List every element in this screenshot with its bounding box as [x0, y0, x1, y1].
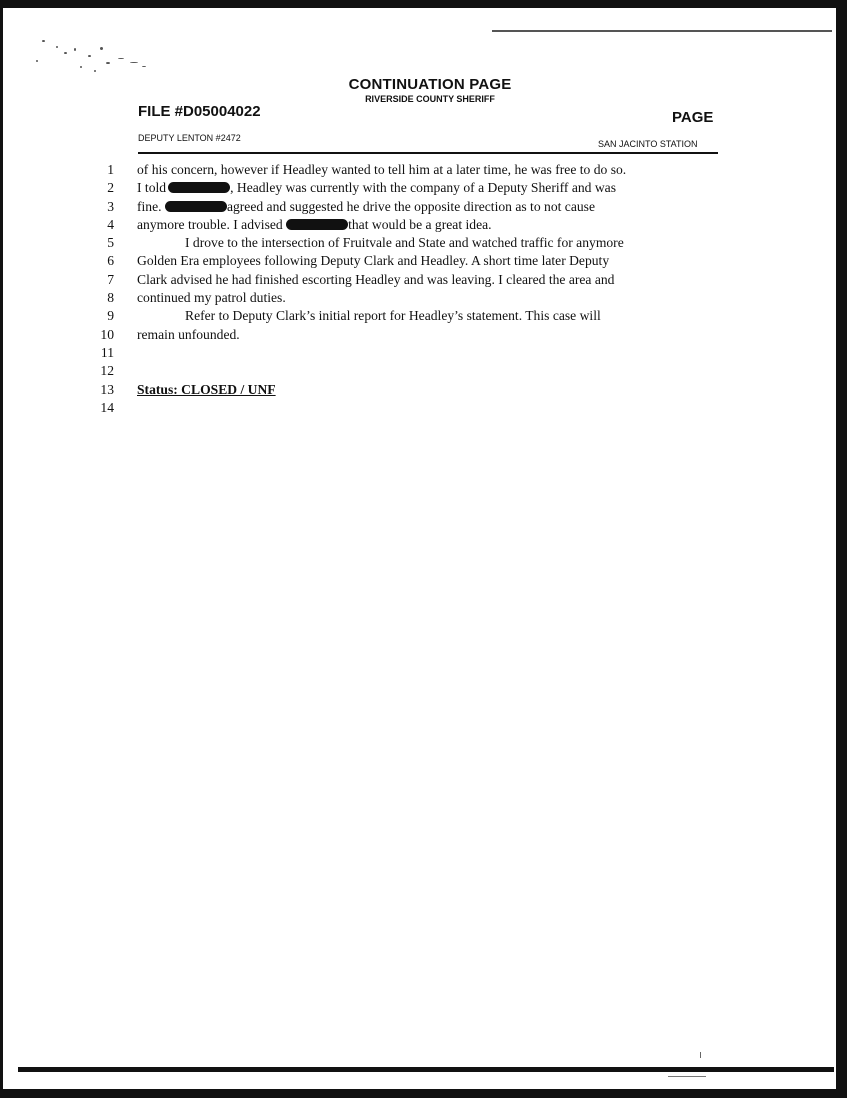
line-text: remain unfounded. [137, 326, 240, 342]
line-number: 7 [107, 271, 114, 287]
line-text: Refer to Deputy Clark’s initial report for Headley’s statement. This case will [185, 308, 601, 324]
line-number: 13 [100, 381, 114, 397]
line-text: Golden Era employees following Deputy Clark and Headley. A short time later Deputy [137, 253, 610, 269]
bottom-rule-line [18, 1067, 834, 1072]
line-number: 9 [107, 308, 114, 324]
line-number: 2 [107, 180, 114, 196]
line-text: anymore trouble. I advised that would be a great idea. [137, 216, 492, 232]
agency-name: RIVERSIDE COUNTY SHERIFF [365, 94, 495, 104]
report-line [0, 326, 847, 344]
line-number: 6 [107, 253, 114, 269]
line-text: I drove to the intersection of Fruitvale and State and watched traffic for anymore [185, 235, 624, 251]
line-number: 5 [107, 235, 114, 251]
deputy-name: DEPUTY LENTON #2472 [138, 133, 241, 143]
line-number: 8 [107, 290, 114, 306]
line-number: 1 [107, 162, 114, 177]
report-line [0, 344, 847, 362]
report-line [0, 362, 847, 380]
report-line [0, 289, 847, 307]
redaction-mark [168, 182, 230, 193]
line-text: I told , Headley was currently with the company of a Deputy Sheriff and was [137, 180, 616, 196]
line-text: fine. agreed and suggested he drive the opposite direction as to not cause [137, 198, 595, 214]
report-line [0, 161, 847, 179]
line-number: 14 [100, 399, 114, 415]
redaction-mark [165, 201, 227, 212]
report-line [0, 216, 847, 234]
report-line [0, 399, 847, 417]
case-status: Status: CLOSED / UNF [137, 381, 276, 397]
scan-border-bottom [0, 1089, 847, 1098]
report-line [0, 381, 847, 399]
line-number: 4 [107, 216, 114, 232]
report-line [0, 179, 847, 197]
line-number: 11 [100, 344, 114, 360]
line-number: 3 [107, 198, 114, 214]
scan-border-top [0, 0, 847, 8]
report-body [0, 161, 847, 417]
scan-mark [668, 1076, 706, 1077]
report-line [0, 198, 847, 216]
top-rule-line [492, 30, 832, 32]
report-line [0, 234, 847, 252]
file-number: FILE #D05004022 [138, 103, 261, 120]
redaction-mark [286, 219, 348, 230]
line-number: 12 [100, 363, 114, 379]
report-line [0, 271, 847, 289]
line-text: Clark advised he had finished escorting Headley and was leaving. I cleared the area and [137, 271, 615, 287]
page-label: PAGE [672, 109, 714, 126]
status-line [137, 381, 276, 399]
scan-mark [700, 1052, 701, 1058]
report-line [0, 307, 847, 325]
report-line [0, 252, 847, 270]
station-name: SAN JACINTO STATION [598, 139, 698, 149]
page-title: CONTINUATION PAGE [348, 76, 512, 93]
line-text: of his concern, however if Headley wanted to tell him at a later time, he was free to do so. [137, 162, 627, 177]
line-text: continued my patrol duties. [137, 290, 286, 306]
header-rule [138, 152, 718, 154]
line-number: 10 [100, 326, 114, 342]
